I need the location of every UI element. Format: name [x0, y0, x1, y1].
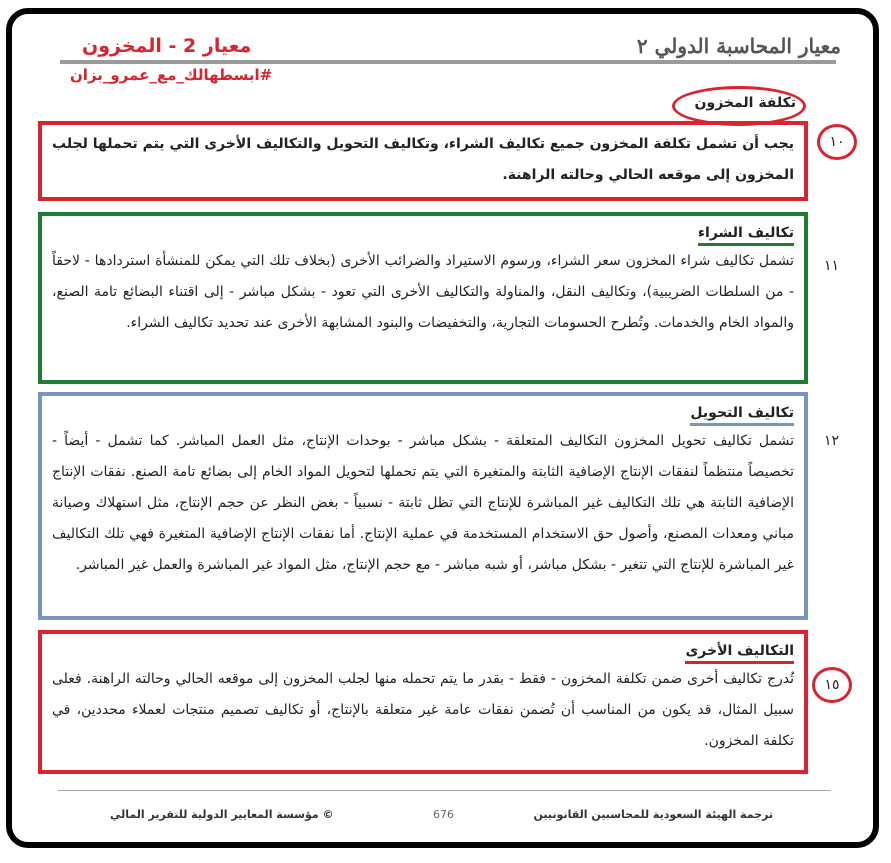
para-12-box — [38, 392, 808, 620]
para-10-text: يجب أن تشمل تكلفة المخزون جميع تكاليف الشراء، وتكاليف التحويل والتكاليف الأخرى التي يتم تحملها لجلب المخزون إلى موقعه الحالي وحالته الراهنة. — [52, 136, 794, 183]
footer-rule — [58, 790, 831, 791]
standard-header-title: معيار المحاسبة الدولي ٢ — [636, 34, 841, 58]
footer-page-number: 676 — [433, 808, 454, 821]
para-10-number-circle: ١٠ — [817, 124, 857, 160]
para-15-text: تُدرج تكاليف أخرى ضمن تكلفة المخزون - فقط - بقدر ما يتم تحمله منها لجلب المخزون إلى موقعه الحالي وحالته الراهنة. فعلى سبيل المثال، قد يكون من المناسب أن تُضمن نفقات عامة غير متعلقة بالإنتاج، أو تكاليف تصميم منتجات لعملاء محددين، في تكلفة المخزون. — [52, 671, 794, 749]
para-15-title: التكاليف الأخرى — [685, 643, 794, 664]
footer-translator: ترجمة الهيئة السعودية للمحاسبين القانونيين — [533, 808, 773, 821]
para-12-title: تكاليف التحويل — [690, 405, 794, 426]
standard-label: معيار 2 - المخزون — [82, 35, 252, 57]
para-11-text: تشمل تكاليف شراء المخزون سعر الشراء، ورسوم الاستيراد والضرائب الأخرى (بخلاف تلك التي يمكن للمنشأة استردادها - لاحقاً - من السلطات الضريبية)، وتكاليف النقل، والمناولة والتكاليف الأخرى التي تعود - بشكل مباشر - إلى اقتناء البضائع تامة الصنع، والمواد الخام والخدمات. وتُطرح الحسومات التجارية، والتخفيضات والبنود المشابهة الأخرى عند تحديد تكاليف الشراء. — [52, 253, 794, 331]
para-11-title: تكاليف الشراء — [698, 225, 794, 246]
para-12-number: ١٢ — [824, 433, 840, 449]
para-15-box — [38, 630, 808, 774]
cost-title: تكلفة المخزون — [694, 95, 796, 111]
para-15-number-circle: ١٥ — [812, 667, 852, 703]
header-rule — [60, 60, 836, 64]
footer-publisher: © مؤسسة المعايير الدولية للتقرير المالي — [110, 808, 334, 821]
para-12-text: تشمل تكاليف تحويل المخزون التكاليف المتعلقة - بشكل مباشر - بوحدات الإنتاج، مثل العمل المباشر. كما تشمل - أيضاً - تخصيصاً منتظماً لنفقات الإنتاج الإضافية الثابتة والمتغيرة التي يتم تحملها لتحويل المواد الخام إلى بضائع تامة الصنع. نفقات الإنتاج الإضافية الثابتة هي تلك التكاليف غير المباشرة للإنتاج التي تظل ثابتة - نسبياً - بغض النظر عن حجم الإنتاج، مثل استهلاك وصيانة مباني ومعدات المصنع، وأصول حق الاستخدام المستخدمة في عملية الإنتاج. أما نفقات الإنتاج الإضافية المتغيرة فهي تلك التكاليف غير المباشرة للإنتاج التي تتغير - بشكل مباشر، أو شبه مباشر - مع حجم الإنتاج، مثل المواد غير المباشرة والعمل غير المباشر. — [52, 433, 794, 573]
para-11-box — [38, 212, 808, 384]
para-11-number: ١١ — [824, 258, 840, 274]
para-10-box — [38, 121, 808, 201]
hashtag: #ابسطهالك_مع_عمرو_بزان — [70, 66, 273, 84]
